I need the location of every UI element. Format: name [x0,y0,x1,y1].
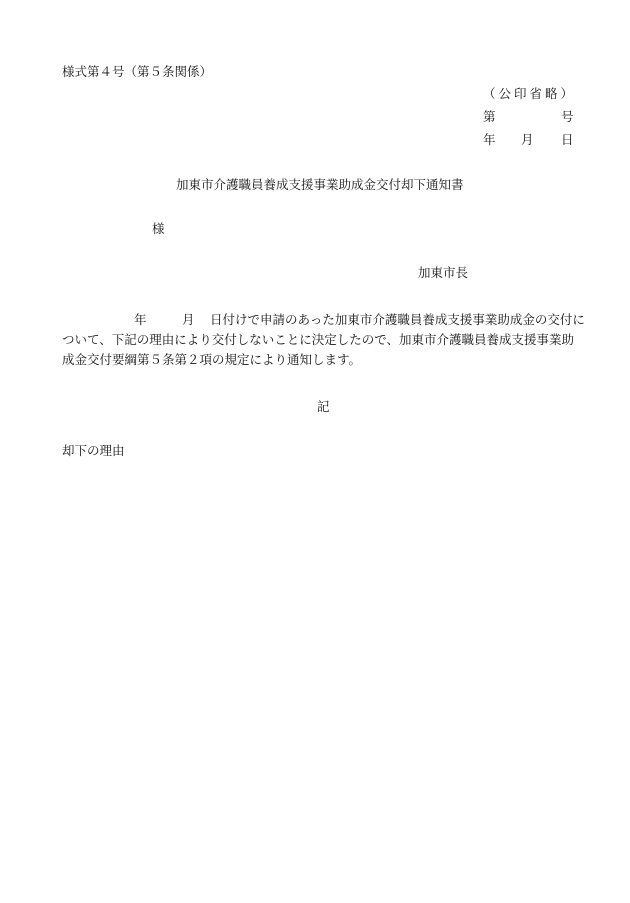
addressee-suffix: 様 [152,221,165,236]
body-paragraph [62,310,585,370]
issuer-name: 加東市長 [418,265,469,280]
date-day-label: 日 [561,132,574,147]
number-prefix: 第 [483,109,496,124]
body-line-1 [62,310,585,330]
body-line-3: 成金交付要綱第５条第２項の規定により通知します。 [62,352,362,367]
ki-heading: 記 [317,399,330,414]
body-month-label: 月 [182,312,195,327]
rejection-reason-label: 却下の理由 [62,443,125,458]
public-seal-omitted-note: （公印省略） [483,86,577,101]
body-line-1-text: 日付けで申請のあった加東市介護職員養成支援事業助成金の交付に [210,312,585,327]
document-title: 加東市介護職員養成支援事業助成金交付却下通知書 [176,177,464,192]
date-year-label: 年 [483,132,496,147]
date-month-label: 月 [521,132,534,147]
form-number: 様式第４号（第５条関係） [62,64,213,79]
body-year-label: 年 [134,312,147,327]
number-suffix: 号 [561,109,574,124]
body-line-2: ついて、下記の理由により交付しないことに決定したので、加東市介護職員養成支援事業助 [62,332,575,347]
